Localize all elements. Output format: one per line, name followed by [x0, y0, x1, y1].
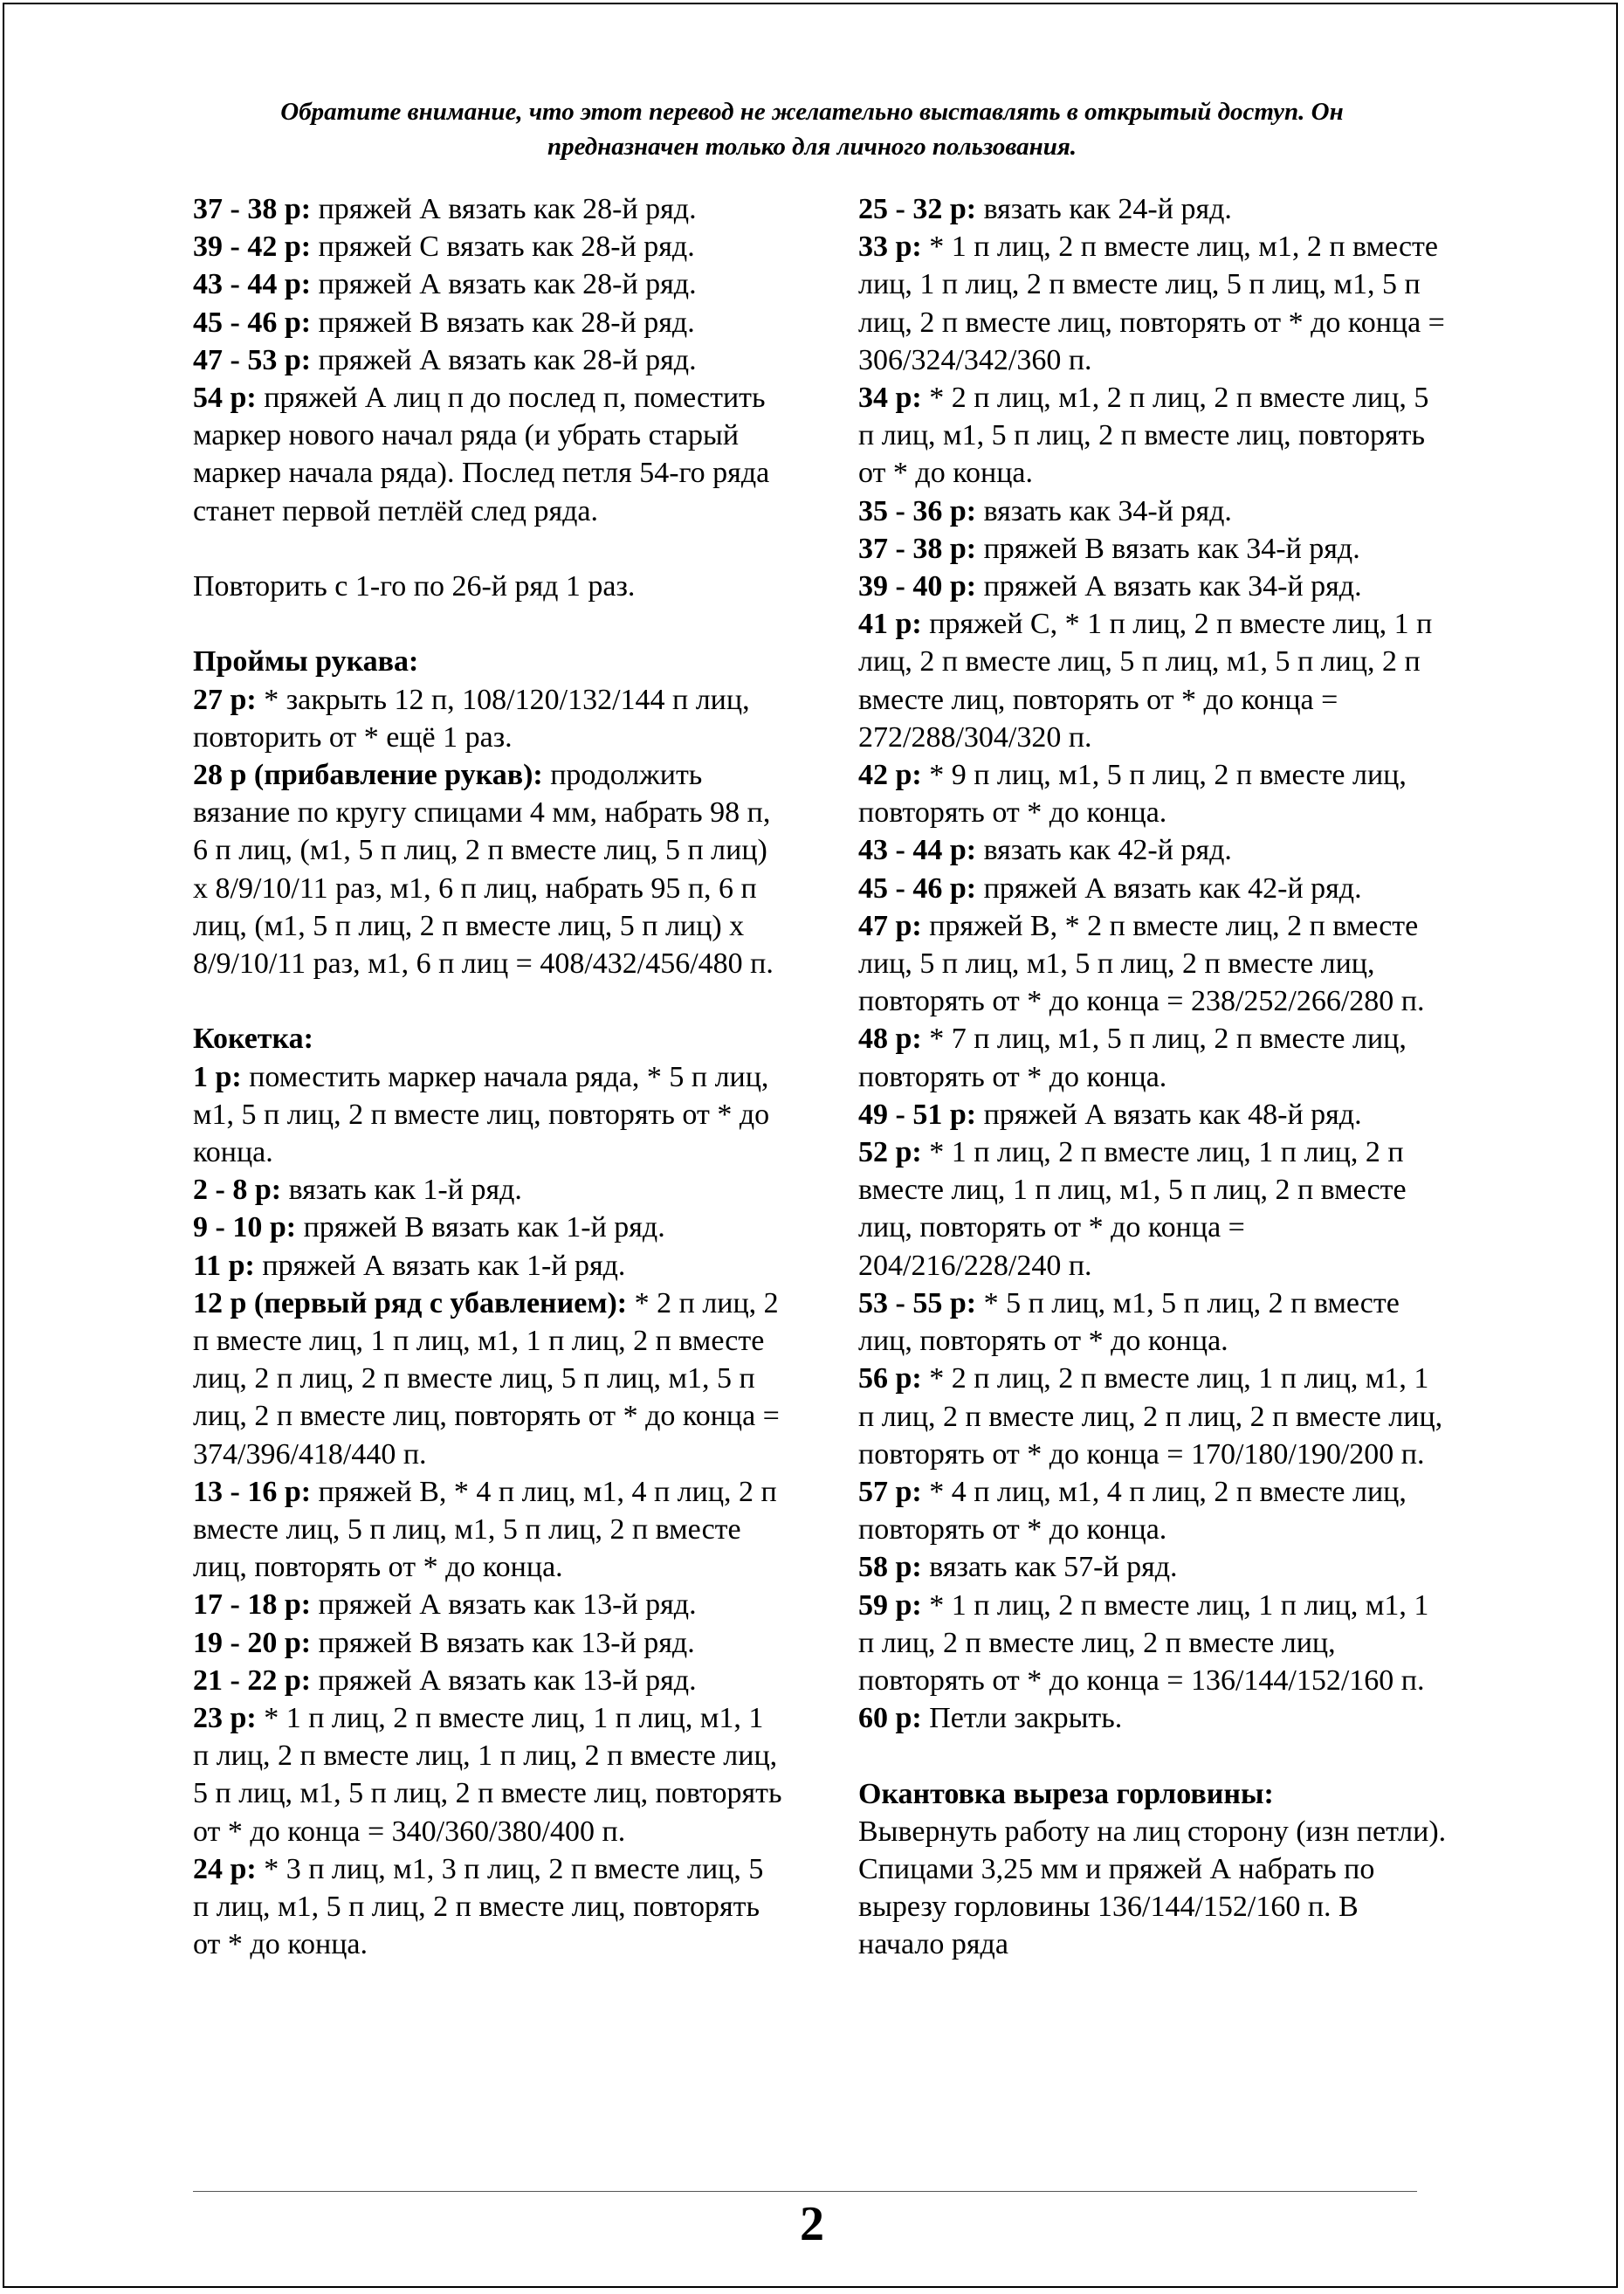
- row-text: пряжей В вязать как 13-й ряд.: [311, 1626, 695, 1659]
- row-text: * 9 п лиц, м1, 5 п лиц, 2 п вместе лиц, повторять от * до конца.: [858, 759, 1407, 830]
- instruction-row: [858, 379, 1448, 493]
- row-text: * 3 п лиц, м1, 3 п лиц, 2 п вместе лиц, 5 п лиц, м1, 5 п лиц, 2 п вместе лиц, повторять от * до конца.: [193, 1852, 764, 1961]
- instruction-row: [193, 1586, 782, 1623]
- neckband-text: Вывернуть работу на лиц сторону (изн петли). Спицами 3,25 мм и пряжей А набрать по вырезу горловины 136/144/152/160 п. В начало ряда: [858, 1815, 1447, 1961]
- row-text: * 5 п лиц, м1, 5 п лиц, 2 п вместе лиц, повторять от * до конца.: [858, 1286, 1400, 1358]
- right-rows-group-a: [858, 190, 1448, 1737]
- instruction-row: [858, 530, 1448, 568]
- row-text: пряжей А вязать как 13-й ряд.: [311, 1588, 697, 1622]
- row-label: 25 - 32 р:: [858, 193, 977, 225]
- instruction-row: [858, 1020, 1448, 1095]
- left-rows-group-a: [193, 190, 782, 530]
- row-text: пряжей В вязать как 1-й ряд.: [296, 1211, 665, 1244]
- row-label: 57 р:: [858, 1475, 922, 1508]
- row-text: * 2 п лиц, м1, 2 п лиц, 2 п вместе лиц, 5 п лиц, м1, 5 п лиц, 2 п вместе лиц, повторять от * до конца.: [858, 382, 1429, 490]
- row-text: пряжей С, * 1 п лиц, 2 п вместе лиц, 1 п лиц, 2 п вместе лиц, 5 п лиц, м1, 5 п лиц, 2 п вместе лиц, повторять от * до конца = 272/288/304/320 п.: [858, 608, 1433, 754]
- section-title-yoke: Кокетка:: [193, 1023, 313, 1056]
- row-label: 58 р:: [858, 1551, 922, 1584]
- row-text: пряжей А вязать как 28-й ряд.: [311, 268, 697, 301]
- footer-divider: [193, 2191, 1417, 2192]
- row-label: 13 - 16 р:: [193, 1475, 312, 1508]
- row-label: 28 р (прибавление рукав):: [193, 759, 543, 792]
- instruction-row: [193, 681, 782, 756]
- spacer: [858, 1737, 1448, 1774]
- row-label: 9 - 10 р:: [193, 1211, 297, 1244]
- instruction-row: [193, 341, 782, 379]
- notice-line-1: Обратите внимание, что этот перевод не желательно выставлять в открытый доступ. Он: [280, 98, 1344, 126]
- section-title-armholes: Проймы рукава:: [193, 645, 419, 679]
- instruction-row: [193, 1171, 782, 1209]
- instruction-row: [193, 265, 782, 303]
- instruction-row: [193, 1285, 782, 1473]
- row-label: 34 р:: [858, 382, 922, 415]
- row-label: 43 - 44 р:: [193, 268, 312, 301]
- row-label: 43 - 44 р:: [858, 834, 977, 867]
- row-label: 37 - 38 р:: [193, 193, 312, 225]
- instruction-row: [858, 605, 1448, 756]
- row-text: пряжей А вязать как 34-й ряд.: [976, 570, 1362, 603]
- row-label: 2 - 8 р:: [193, 1174, 282, 1207]
- row-text: * 2 п лиц, 2 п вместе лиц, 1 п лиц, м1, 1 п лиц, 2 п вместе лиц, 2 п лиц, 2 п вместе лиц, 5 п лиц, м1, 5 п лиц, 2 п вместе лиц, повторять от * до конца = 374/396/418/440 п.: [193, 1286, 780, 1471]
- instruction-row: [858, 493, 1448, 530]
- row-text: пряжей А вязать как 48-й ряд.: [976, 1098, 1362, 1131]
- row-label: 17 - 18 р:: [193, 1588, 312, 1622]
- row-label: 60 р:: [858, 1702, 922, 1735]
- row-label: 41 р:: [858, 608, 922, 641]
- row-label: 19 - 20 р:: [193, 1626, 312, 1659]
- instruction-row: [193, 1473, 782, 1587]
- left-rows-group-c: [193, 1058, 782, 1964]
- row-text: пряжей А вязать как 13-й ряд.: [311, 1664, 697, 1697]
- row-text: пряжей В вязать как 28-й ряд.: [311, 306, 695, 339]
- row-label: 24 р:: [193, 1852, 257, 1885]
- instruction-row: [193, 1662, 782, 1699]
- instruction-row: [193, 1850, 782, 1964]
- left-rows-group-b: [193, 681, 782, 983]
- row-text: * 1 п лиц, 2 п вместе лиц, м1, 2 п вместе лиц, 1 п лиц, 2 п вместе лиц, 5 п лиц, м1, 5 п лиц, 2 п вместе лиц, повторять от * до конца = 306/324/342/360 п.: [858, 231, 1445, 376]
- instruction-row: [193, 304, 782, 341]
- row-label: 39 - 40 р:: [858, 570, 977, 603]
- spacer: [193, 982, 782, 1020]
- row-label: 49 - 51 р:: [858, 1098, 977, 1131]
- instruction-row: [193, 1058, 782, 1172]
- row-text: вязать как 1-й ряд.: [281, 1174, 522, 1207]
- row-label: 11 р:: [193, 1249, 255, 1282]
- translation-notice: [157, 94, 1467, 164]
- row-label: 52 р:: [858, 1136, 922, 1169]
- instruction-row: [193, 1209, 782, 1246]
- row-label: 33 р:: [858, 231, 922, 264]
- row-text: пряжей А лиц п до послед п, поместить маркер нового начал ряда (и убрать старый маркер начала ряда). Послед петля 54-го ряда станет первой петлёй след ряда.: [193, 382, 770, 527]
- row-text: пряжей А вязать как 1-й ряд.: [254, 1249, 626, 1282]
- row-label: 35 - 36 р:: [858, 494, 977, 527]
- row-text: * 2 п лиц, 2 п вместе лиц, 1 п лиц, м1, 1 п лиц, 2 п вместе лиц, 2 п лиц, 2 п вместе лиц, повторять от * до конца = 170/180/190/200 п.: [858, 1362, 1443, 1471]
- instruction-row: [858, 1285, 1448, 1360]
- row-label: 37 - 38 р:: [858, 532, 977, 565]
- row-text: * 4 п лиц, м1, 4 п лиц, 2 п вместе лиц, повторять от * до конца.: [858, 1475, 1407, 1547]
- instruction-row: [193, 1247, 782, 1285]
- row-text: Петли закрыть.: [921, 1702, 1123, 1735]
- instruction-row: [858, 831, 1448, 869]
- row-label: 23 р:: [193, 1702, 257, 1735]
- row-text: продолжить вязание по кругу спицами 4 мм, набрать 98 п, 6 п лиц, (м1, 5 п лиц, 2 п вместе лиц, 5 п лиц) x 8/9/10/11 раз, м1, 6 п лиц, набрать 95 п, 6 п лиц, (м1, 5 п лиц, 2 п вместе лиц, 5 п лиц) x 8/9/10/11 раз, м1, 6 п лиц = 408/432/456/480 п.: [193, 759, 774, 981]
- row-text: пряжей В вязать как 34-й ряд.: [976, 532, 1360, 565]
- row-label: 1 р:: [193, 1060, 242, 1093]
- instruction-row: [858, 1699, 1448, 1737]
- row-text: * 1 п лиц, 2 п вместе лиц, 1 п лиц, 2 п вместе лиц, 1 п лиц, м1, 5 п лиц, 2 п вместе лиц, повторять от * до конца = 204/216/228/240 п.: [858, 1136, 1407, 1282]
- row-label: 56 р:: [858, 1362, 922, 1395]
- row-text: пряжей В, * 4 п лиц, м1, 4 п лиц, 2 п вместе лиц, 5 п лиц, м1, 5 п лиц, 2 п вместе лиц, повторять от * до конца.: [193, 1475, 777, 1584]
- instruction-row: [858, 1133, 1448, 1285]
- instruction-row: [858, 870, 1448, 907]
- row-label: 12 р (первый ряд с убавлением):: [193, 1286, 628, 1319]
- row-text: пряжей А вязать как 42-й ряд.: [976, 871, 1362, 905]
- notice-line-2: предназначен только для личного пользования.: [547, 133, 1077, 161]
- page-number: 2: [800, 2197, 824, 2251]
- row-text: * 1 п лиц, 2 п вместе лиц, 1 п лиц, м1, 1 п лиц, 2 п вместе лиц, 2 п вместе лиц, повторять от * до конца = 136/144/152/160 п.: [858, 1588, 1429, 1697]
- row-label: 47 р:: [858, 909, 922, 942]
- row-label: 39 - 42 р:: [193, 231, 312, 264]
- row-text: пряжей С вязать как 28-й ряд.: [311, 231, 695, 264]
- instruction-row: [858, 1473, 1448, 1548]
- instruction-row: [858, 1548, 1448, 1586]
- instruction-row: [858, 756, 1448, 831]
- row-label: 42 р:: [858, 759, 922, 792]
- row-label: 59 р:: [858, 1588, 922, 1622]
- instruction-row: [858, 1096, 1448, 1133]
- instruction-row: [193, 228, 782, 265]
- row-text: поместить маркер начала ряда, * 5 п лиц, м1, 5 п лиц, 2 п вместе лиц, повторять от * до конца.: [193, 1060, 770, 1169]
- spacer: [193, 530, 782, 568]
- row-text: вязать как 42-й ряд.: [976, 834, 1232, 867]
- instruction-row: [193, 190, 782, 228]
- row-text: пряжей А вязать как 28-й ряд.: [311, 343, 697, 376]
- row-label: 21 - 22 р:: [193, 1664, 312, 1697]
- spacer: [193, 605, 782, 643]
- left-column: [193, 190, 782, 1964]
- row-text: * 1 п лиц, 2 п вместе лиц, 1 п лиц, м1, 1 п лиц, 2 п вместе лиц, 1 п лиц, 2 п вместе лиц, 5 п лиц, м1, 5 п лиц, 2 п вместе лиц, повторять от * до конца = 340/360/380/400 п.: [193, 1702, 782, 1848]
- row-text: пряжей В, * 2 п вместе лиц, 2 п вместе лиц, 5 п лиц, м1, 5 п лиц, 2 п вместе лиц, повторять от * до конца = 238/252/266/280 п.: [858, 909, 1425, 1018]
- right-column: [858, 190, 1448, 1964]
- section-title-neckband: Окантовка выреза горловины:: [858, 1777, 1274, 1810]
- row-text: * закрыть 12 п, 108/120/132/144 п лиц, повторить от * ещё 1 раз.: [193, 683, 750, 754]
- instruction-row: [193, 1624, 782, 1662]
- row-label: 45 - 46 р:: [193, 306, 312, 339]
- instruction-row: [193, 1699, 782, 1850]
- row-label: 48 р:: [858, 1023, 922, 1056]
- row-label: 53 - 55 р:: [858, 1286, 977, 1319]
- instruction-row: [858, 190, 1448, 228]
- instruction-row: [858, 568, 1448, 605]
- instruction-row: [858, 228, 1448, 379]
- row-label: 54 р:: [193, 382, 257, 415]
- row-text: пряжей А вязать как 28-й ряд.: [311, 193, 697, 225]
- repeat-note: Повторить с 1-го по 26-й ряд 1 раз.: [193, 570, 636, 603]
- row-label: 47 - 53 р:: [193, 343, 312, 376]
- row-text: * 7 п лиц, м1, 5 п лиц, 2 п вместе лиц, повторять от * до конца.: [858, 1023, 1407, 1093]
- instruction-row: [858, 907, 1448, 1021]
- row-text: вязать как 24-й ряд.: [976, 193, 1232, 225]
- instruction-row: [858, 1587, 1448, 1700]
- row-text: вязать как 34-й ряд.: [976, 494, 1232, 527]
- row-text: вязать как 57-й ряд.: [921, 1551, 1178, 1584]
- row-label: 45 - 46 р:: [858, 871, 977, 905]
- instruction-row: [193, 756, 782, 982]
- instruction-row: [193, 379, 782, 530]
- row-label: 27 р:: [193, 683, 257, 716]
- instruction-row: [858, 1360, 1448, 1473]
